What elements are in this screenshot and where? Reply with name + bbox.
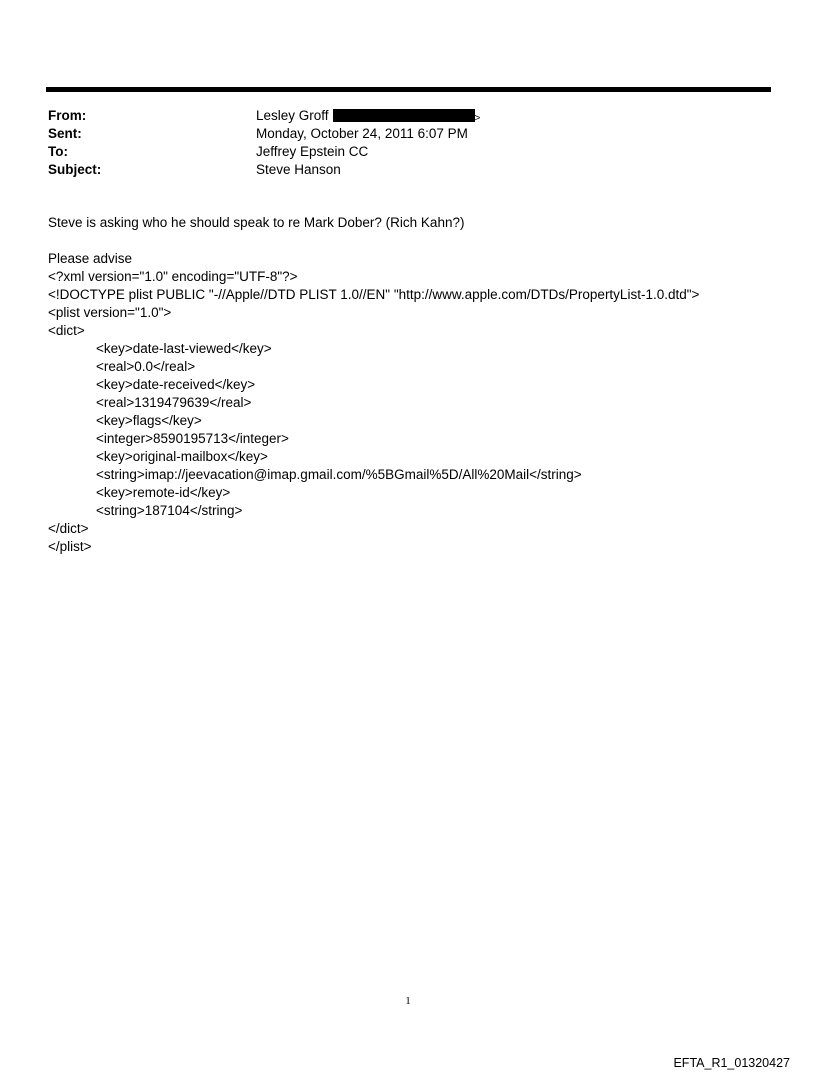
- paragraph-gap: [48, 232, 699, 250]
- from-row: [48, 107, 480, 125]
- to-value: Jeffrey Epstein CC: [256, 144, 369, 159]
- dict-line: <key>flags</key>: [96, 413, 202, 428]
- dict-line: <key>remote-id</key>: [96, 485, 231, 500]
- dict-line: <key>date-received</key>: [96, 377, 256, 392]
- dict-line: <string>187104</string>: [96, 503, 243, 518]
- dict-line: <real>1319479639</real>: [96, 395, 252, 410]
- xml-line: <dict>: [48, 323, 85, 338]
- page-number: 1: [405, 995, 411, 1007]
- dict-line: <real>0.0</real>: [96, 359, 196, 374]
- header-divider: [46, 87, 771, 92]
- dict-line: <string>imap://jeevacation@imap.gmail.com/%5BGmail%5D/All%20Mail</string>: [96, 467, 582, 482]
- dict-line: <key>date-last-viewed</key>: [96, 341, 272, 356]
- email-body: [48, 214, 699, 556]
- to-label: To:: [48, 144, 68, 159]
- dict-line: <integer>8590195713</integer>: [96, 431, 289, 446]
- subject-row: [48, 161, 480, 179]
- from-value: [256, 107, 480, 125]
- sent-value: Monday, October 24, 2011 6:07 PM: [256, 126, 468, 141]
- to-row: [48, 143, 480, 161]
- email-header: [48, 107, 480, 179]
- closing-line: </plist>: [48, 539, 92, 554]
- subject-value: Steve Hanson: [256, 162, 341, 177]
- from-label: From:: [48, 108, 87, 123]
- body-question: Steve is asking who he should speak to re Mark Dober? (Rich Kahn?): [48, 215, 465, 230]
- xml-line: <plist version="1.0">: [48, 305, 172, 320]
- document-id: EFTA_R1_01320427: [673, 1056, 790, 1070]
- xml-line: <?xml version="1.0" encoding="UTF-8"?>: [48, 269, 298, 284]
- from-name: Lesley Groff: [256, 108, 329, 123]
- sent-label: Sent:: [48, 126, 82, 141]
- redaction-box: [333, 109, 475, 122]
- sent-row: [48, 125, 480, 143]
- redaction-tail: >: [474, 113, 481, 124]
- closing-line: </dict>: [48, 521, 89, 536]
- subject-label: Subject:: [48, 162, 102, 177]
- body-advise: Please advise: [48, 251, 133, 266]
- dict-line: <key>original-mailbox</key>: [96, 449, 268, 464]
- xml-line: <!DOCTYPE plist PUBLIC "-//Apple//DTD PLIST 1.0//EN" "http://www.apple.com/DTDs/PropertyList-1.0.dtd">: [48, 287, 700, 302]
